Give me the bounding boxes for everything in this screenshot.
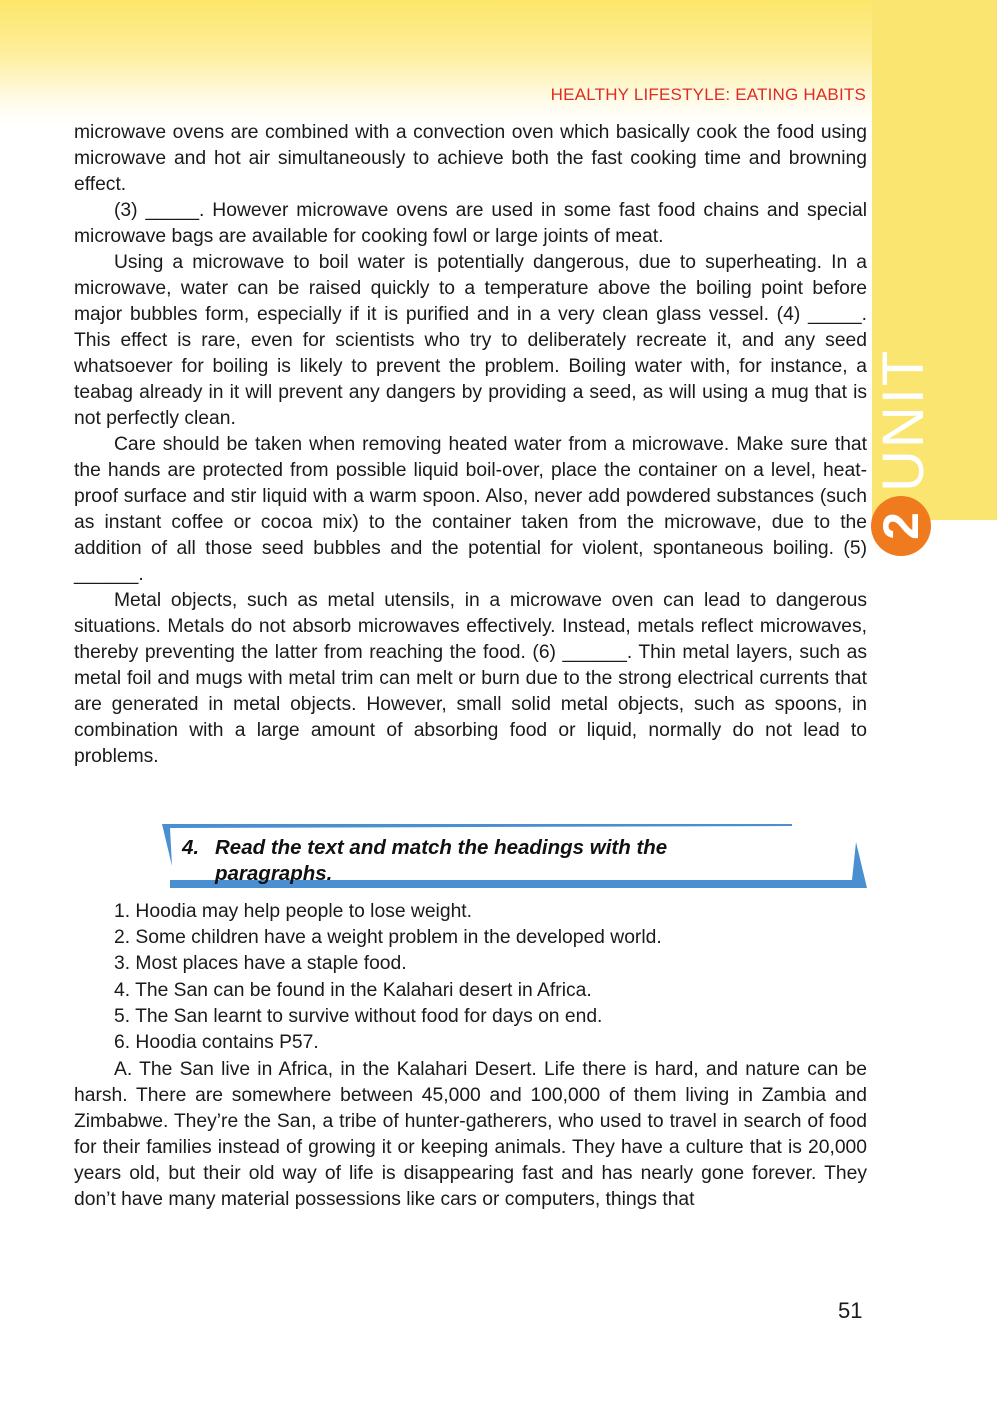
article-body <box>74 120 867 770</box>
task-line-2: paragraphs. <box>215 862 333 885</box>
page-number: 51 <box>838 1298 863 1323</box>
paragraph-gap-3: (3) _____. However microwave ovens are used in some fast food chains and special microwave bags are available for cooking fowl or large joints of meat. <box>74 200 867 247</box>
paragraph-gap-5: Care should be taken when removing heated water from a microwave. Make sure that the hands are protected from possible liquid boil-over, place the container on a level, heat-proof surface and stir liquid with a warm spoon. Also, never add powdered substances (such as instant coffee or cocoa mix) to the container taken from the microwave, due to the addition of all those seed bubbles and the potential for violent, spontaneous boiling. (5) ______. <box>74 434 867 585</box>
list-item: 5. The San learnt to survive without food for days on end. <box>114 1005 603 1027</box>
list-item: 4. The San can be found in the Kalahari desert in Africa. <box>114 979 592 1001</box>
paragraph-continuation: microwave ovens are combined with a convection oven which basically cook the food using microwave and hot air simultaneously to achieve both the fast cooking time and browning effect. <box>74 122 867 195</box>
unit-number: 2 <box>873 512 929 540</box>
task-line-1: Read the text and match the headings with the <box>215 836 668 859</box>
paragraph-gap-6: Metal objects, such as metal utensils, in a microwave oven can lead to dangerous situations. Metals do not absorb microwaves effectively. Instead, metals reflect microwaves, thereby preventing the latter from reaching the food. (6) ______. Thin metal layers, such as metal foil and mugs with metal trim can melt or burn due to the strong electrical currents that are generated in metal objects. However, small solid metal objects, such as spoons, in combination with a large amount of absorbing food or liquid, normally do not lead to problems. <box>74 590 867 767</box>
running-header: HEALTHY LIFESTYLE: EATING HABITS <box>550 85 866 104</box>
list-item: 2. Some children have a weight problem in the developed world. <box>114 927 662 949</box>
list-item: 6. Hoodia contains P57. <box>114 1032 319 1054</box>
list-item: 3. Most places have a staple food. <box>114 953 407 975</box>
unit-label: UNIT <box>871 348 936 492</box>
task-instruction <box>182 835 822 887</box>
unit-number-badge <box>871 496 931 556</box>
list-item: 1. Hoodia may help people to lose weight. <box>114 901 473 922</box>
paragraph-gap-4: Using a microwave to boil water is potentially dangerous, due to superheating. In a microwave, water can be raised quickly to a temperature above the boiling point before major bubbles form, especially if it is purified and in a very clean glass vessel. (4) _____. This effect is rare, even for scientists who try to deliberately recreate it, and any seed whatsoever for boiling is likely to prevent the problem. Boiling water with, for instance, a teabag already in it will prevent any dangers by providing a seed, as will using a mug that is not perfectly clean. <box>74 252 867 429</box>
task-number: 4. <box>182 836 200 859</box>
paragraph-a: A. The San live in Africa, in the Kalahari Desert. Life there is hard, and nature can be harsh. There are somewhere between 45,000 and 100,000 of them living in Zambia and Zimbabwe. They’re the San, a tribe of hunter-gatherers, who used to travel in search of food for their families instead of growing it or keeping animals. They have a culture that is 20,000 years old, but their old way of life is disappearing fast and has nearly gone forever. They don’t have many material possessions like cars or computers, things that <box>74 1059 867 1210</box>
top-color-band <box>0 0 872 125</box>
task-banner <box>162 822 868 892</box>
headings-list <box>114 899 874 1056</box>
